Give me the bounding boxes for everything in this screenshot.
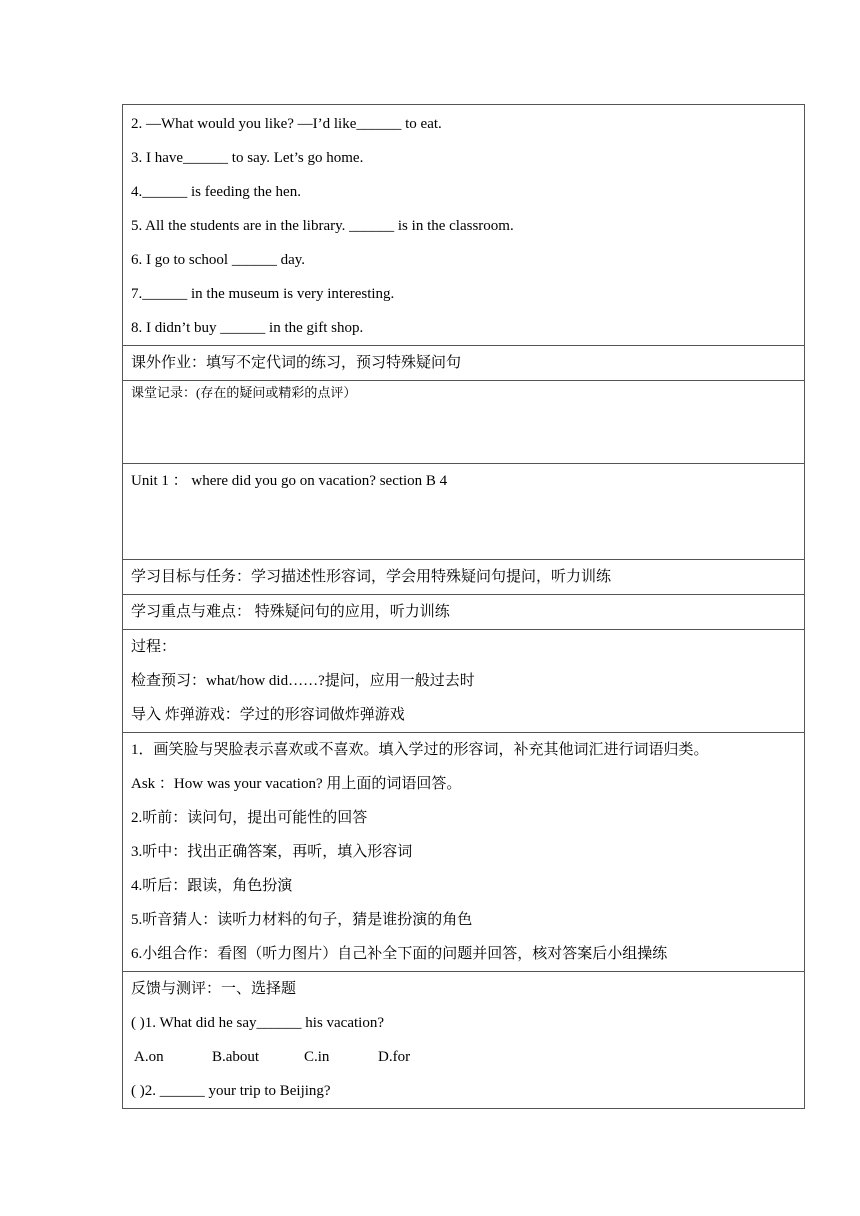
exercise-line-8: 8. I didn’t buy ______ in the gift shop.: [131, 320, 364, 336]
class-notes-row: [123, 381, 805, 464]
homework-row: [123, 346, 805, 381]
goals-row: [123, 560, 805, 595]
exercise-line-3: 3. I have______ to say. Let’s go home.: [131, 150, 364, 166]
step-2: 2.听前：读问句，提出可能性的回答: [131, 810, 368, 826]
question-1: ( )1. What did he say______ his vacation?: [131, 1015, 384, 1031]
key-points-text: 学习重点与难点： 特殊疑问句的应用，听力训练: [131, 604, 450, 620]
step-3: 3.听中：找出正确答案，再听，填入形容词: [131, 844, 413, 860]
feedback-heading: 反馈与测评：一、选择题: [131, 981, 297, 997]
exercise-cell: [123, 105, 805, 346]
exercise-row: [123, 105, 805, 346]
option-c: C.in: [304, 1049, 330, 1065]
unit-row: [123, 464, 805, 560]
worksheet: [122, 104, 805, 1109]
question-2: ( )2. ______ your trip to Beijing?: [131, 1083, 331, 1099]
steps-row: [123, 733, 805, 972]
process-intro: 导入 炸弹游戏：学过的形容词做炸弹游戏: [131, 707, 405, 723]
feedback-cell: [123, 972, 805, 1109]
class-notes-cell: [123, 381, 805, 464]
exercise-line-7: 7.______ in the museum is very interesting.: [131, 286, 395, 302]
process-cell: [123, 630, 805, 733]
homework-cell: [123, 346, 805, 381]
steps-cell: [123, 733, 805, 972]
process-row: [123, 630, 805, 733]
exercise-line-2: 2. —What would you like? —I’d like______ to eat.: [131, 116, 442, 132]
goals-cell: [123, 560, 805, 595]
step-ask: Ask ：How was your vacation? 用上面的词语回答。: [131, 776, 462, 792]
question-1-options: [131, 1040, 796, 1074]
step-4: 4.听后：跟读，角色扮演: [131, 878, 293, 894]
class-notes-label: 课堂记录：(存在的疑问或精彩的点评）: [131, 385, 357, 400]
homework-text: 课外作业：填写不定代词的练习，预习特殊疑问句: [131, 355, 462, 371]
process-check: 检查预习：what/how did……?提问，应用一般过去时: [131, 673, 475, 689]
key-points-cell: [123, 595, 805, 630]
step-1: 1．画笑脸与哭脸表示喜欢或不喜欢。填入学过的形容词，补充其他词汇进行词语归类。: [131, 742, 709, 758]
step-5: 5.听音猜人：读听力材料的句子，猜是谁扮演的角色: [131, 912, 473, 928]
step-6: 6.小组合作：看图（听力图片）自己补全下面的问题并回答，核对答案后小组操练: [131, 946, 668, 962]
key-points-row: [123, 595, 805, 630]
feedback-row: [123, 972, 805, 1109]
unit-title: Unit 1 ： where did you go on vacation? section B 4: [131, 473, 448, 489]
exercise-line-4: 4.______ is feeding the hen.: [131, 184, 301, 200]
exercise-line-5: 5. All the students are in the library. ______ is in the classroom.: [131, 218, 514, 234]
unit-cell: [123, 464, 805, 560]
option-b: B.about: [212, 1049, 260, 1065]
worksheet-table: [122, 104, 805, 1109]
process-heading: 过程：: [131, 639, 177, 655]
exercise-line-6: 6. I go to school ______ day.: [131, 252, 306, 268]
option-a: A.on: [134, 1049, 164, 1065]
goals-text: 学习目标与任务：学习描述性形容词，学会用特殊疑问句提问，听力训练: [131, 569, 612, 585]
option-d: D.for: [378, 1049, 411, 1065]
